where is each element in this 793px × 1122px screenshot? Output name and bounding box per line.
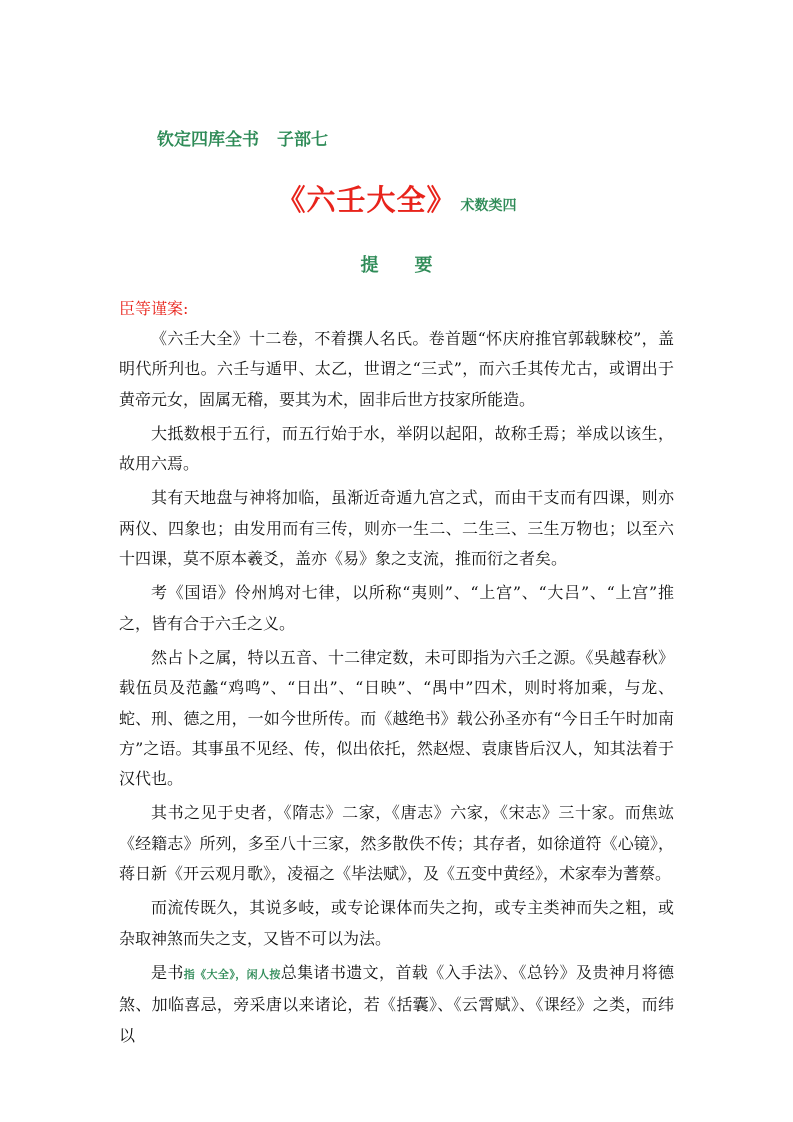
section-heading: 提要 <box>360 255 469 276</box>
paragraph: 其书之见于史者，《隋志》二家，《唐志》六家，《宋志》三十家。而焦竑《经籍志》所列，多至八十三家，然多散佚不传；其存者，如徐道符《心镜》，蒋日新《开云观月歌》，凌福之《毕法赋》，及《五变中黄经》，术家奉为蓍蔡。 <box>119 803 674 884</box>
book-category: 术数类四 <box>460 198 517 214</box>
paragraph: 大抵数根于五行，而五行始于水，举阴以起阳，故称壬焉；举成以该生，故用六焉。 <box>119 423 674 474</box>
book-title-main: 《六壬大全》 <box>276 183 457 217</box>
paragraph: 考《国语》伶州鸠对七律，以所称“夷则”、“上宫”、“大吕”、“上宫”推之，皆有合于六壬之义。 <box>119 583 674 633</box>
section-name: 子部七 <box>277 130 328 150</box>
paragraph-start: 是书 <box>151 962 184 982</box>
intro-line: 臣等谨案: <box>119 299 189 318</box>
paragraph-last <box>119 958 674 1051</box>
editor-note: 指《大全》，闲人按 <box>183 967 281 981</box>
body-text <box>119 324 674 1055</box>
collection-header <box>157 125 328 150</box>
paragraph: 而流传既久，其说多岐，或专论课体而失之拘，或专主类神而失之粗，或杂取神煞而失之支，又皆不可以为法。 <box>119 898 674 948</box>
collection-name: 钦定四库全书 <box>157 130 259 150</box>
paragraph: 然占卜之属，特以五音、十二律定数，未可即指为六壬之源。《吳越春秋》载伍员及范蠡“鸡鸣”、“日出”、“日映”、“禺中”四术，则时将加乘，与龙、蛇、刑、德之用，一如今世所传。而《越绝书》载公孙圣亦有“今日壬午时加南方”之语。其事虽不见经、传，似出依托，然赵煜、袁康皆后汉人，知其法着于汉代也。 <box>119 647 674 789</box>
paragraph: 《六壬大全》十二卷，不着撰人名氏。卷首题“怀庆府推官郭载騋校”，盖明代所刋也。六壬与遁甲、太乙，世谓之“三式”，而六壬其传尤古，或谓出于黄帝元女，固属无稽，要其为术，固非后世方技家所能造。 <box>119 329 674 409</box>
paragraph-rest: 总集诸书遗文，首载《入手法》、《总钤》及贵神月将德煞、加临喜忌，旁采唐以来诸论，若《括囊》、《云霄赋》、《课经》之类，而纬以 <box>119 962 674 1045</box>
book-title <box>0 178 793 219</box>
paragraph: 其有天地盘与神将加临，虽渐近奇遁九宫之式，而由干支而有四课，则亦两仪、四象也；由发用而有三传，则亦一生二、二生三、三生万物也；以至六十四课，莫不原本羲爻，盖亦《易》象之支流，推而衍之者矣。 <box>119 488 674 569</box>
